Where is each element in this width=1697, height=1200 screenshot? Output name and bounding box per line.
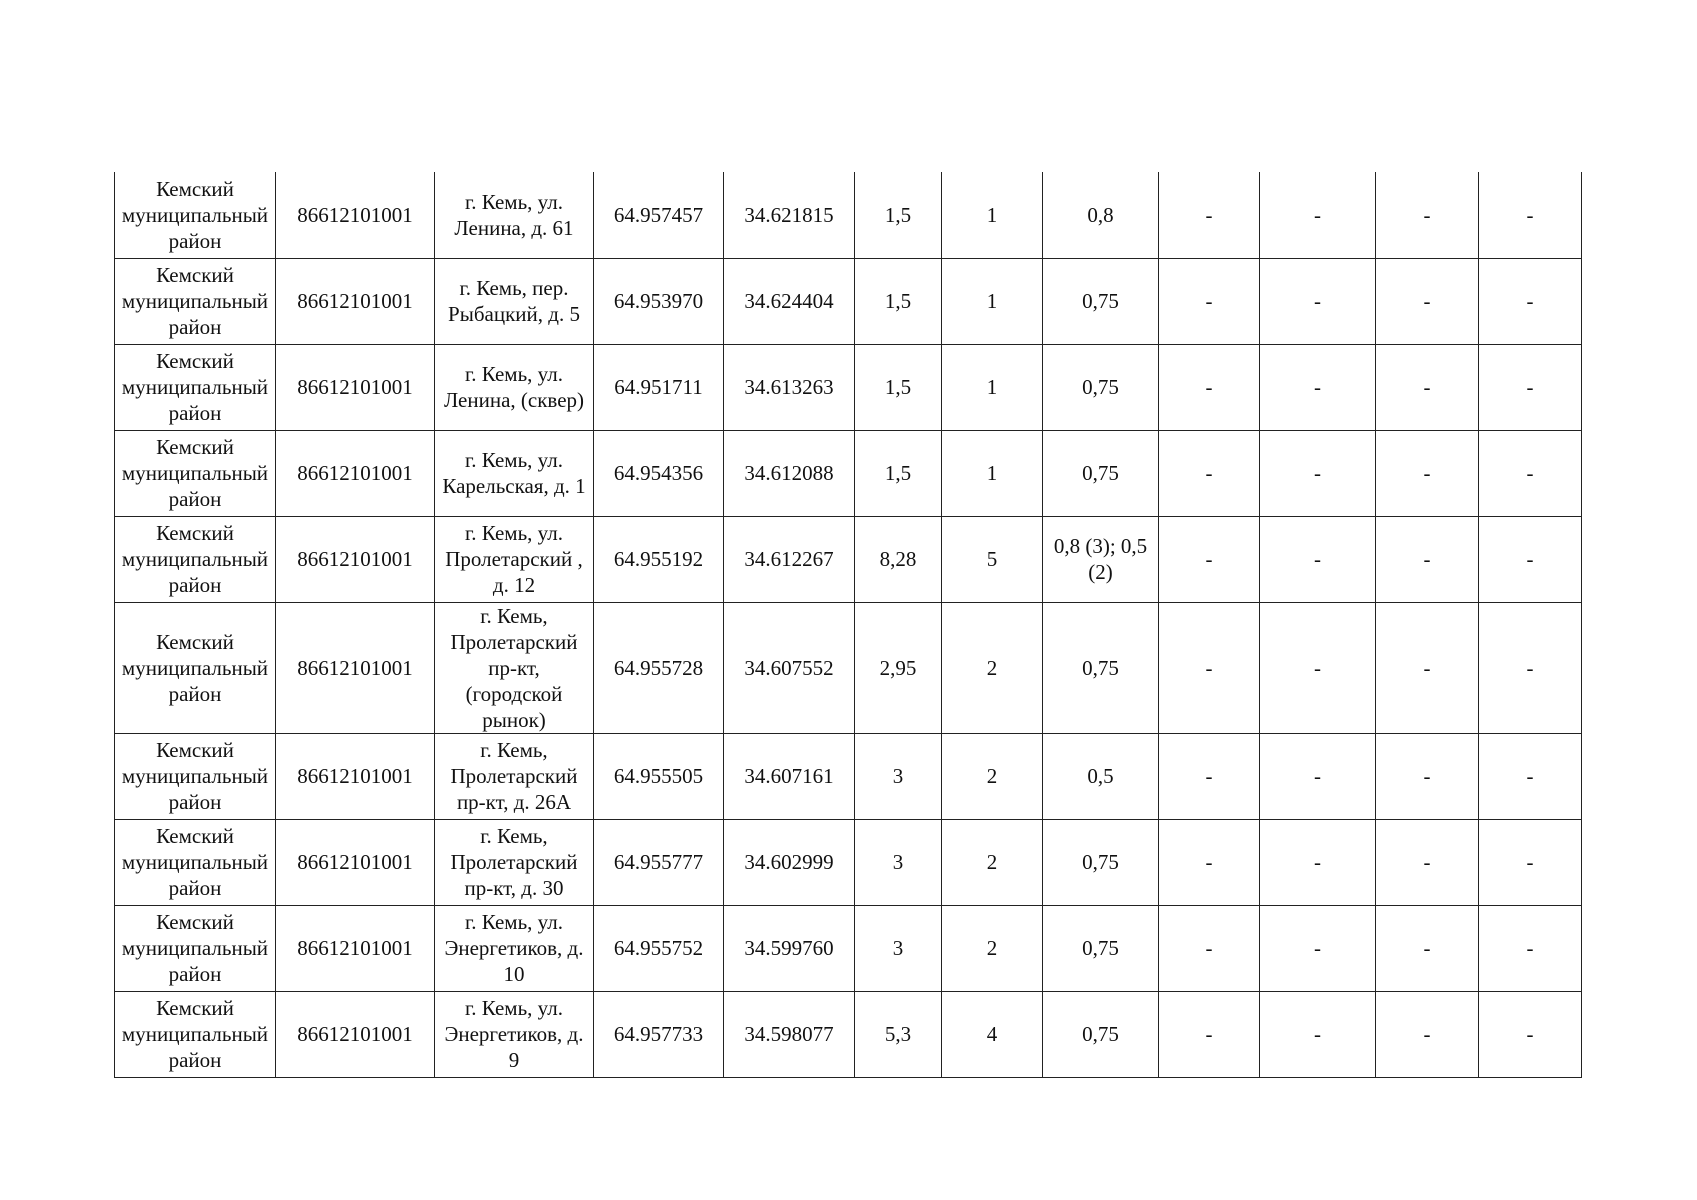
container-count-cell: 2 <box>942 905 1043 991</box>
dash-cell: - <box>1159 258 1260 344</box>
container-volume-cell: 0,75 <box>1043 430 1159 516</box>
container-count-cell: 1 <box>942 172 1043 258</box>
oktmo-cell: 86612101001 <box>276 819 435 905</box>
table-body <box>115 172 1582 1077</box>
area-cell: 1,5 <box>855 258 942 344</box>
dash-cell: - <box>1479 258 1582 344</box>
dash-cell: - <box>1260 602 1376 733</box>
dash-cell: - <box>1159 344 1260 430</box>
longitude-cell: 34.613263 <box>724 344 855 430</box>
dash-cell: - <box>1376 430 1479 516</box>
area-cell: 1,5 <box>855 344 942 430</box>
area-cell: 5,3 <box>855 991 942 1077</box>
area-cell: 8,28 <box>855 516 942 602</box>
district-cell: Кемский муниципальный район <box>115 733 276 819</box>
table-row <box>115 819 1582 905</box>
area-cell: 3 <box>855 733 942 819</box>
address-cell: г. Кемь, ул. Ленина, д. 61 <box>435 172 594 258</box>
area-cell: 3 <box>855 905 942 991</box>
table-row <box>115 733 1582 819</box>
oktmo-cell: 86612101001 <box>276 516 435 602</box>
district-cell: Кемский муниципальный район <box>115 905 276 991</box>
dash-cell: - <box>1376 991 1479 1077</box>
latitude-cell: 64.955752 <box>594 905 724 991</box>
longitude-cell: 34.624404 <box>724 258 855 344</box>
dash-cell: - <box>1376 516 1479 602</box>
dash-cell: - <box>1376 172 1479 258</box>
dash-cell: - <box>1260 991 1376 1077</box>
container-volume-cell: 0,75 <box>1043 258 1159 344</box>
dash-cell: - <box>1260 733 1376 819</box>
dash-cell: - <box>1376 905 1479 991</box>
address-cell: г. Кемь, ул. Карельская, д. 1 <box>435 430 594 516</box>
table-row <box>115 516 1582 602</box>
oktmo-cell: 86612101001 <box>276 733 435 819</box>
address-cell: г. Кемь, ул. Пролетарский , д. 12 <box>435 516 594 602</box>
container-count-cell: 1 <box>942 344 1043 430</box>
district-cell: Кемский муниципальный район <box>115 430 276 516</box>
district-cell: Кемский муниципальный район <box>115 172 276 258</box>
container-count-cell: 1 <box>942 430 1043 516</box>
dash-cell: - <box>1376 258 1479 344</box>
dash-cell: - <box>1376 733 1479 819</box>
district-cell: Кемский муниципальный район <box>115 516 276 602</box>
dash-cell: - <box>1260 258 1376 344</box>
latitude-cell: 64.953970 <box>594 258 724 344</box>
dash-cell: - <box>1159 819 1260 905</box>
latitude-cell: 64.951711 <box>594 344 724 430</box>
dash-cell: - <box>1376 344 1479 430</box>
dash-cell: - <box>1159 905 1260 991</box>
dash-cell: - <box>1479 905 1582 991</box>
container-volume-cell: 0,8 (3); 0,5 (2) <box>1043 516 1159 602</box>
area-cell: 1,5 <box>855 172 942 258</box>
address-cell: г. Кемь, пер. Рыбацкий, д. 5 <box>435 258 594 344</box>
district-cell: Кемский муниципальный район <box>115 602 276 733</box>
dash-cell: - <box>1479 172 1582 258</box>
dash-cell: - <box>1260 430 1376 516</box>
table-row <box>115 991 1582 1077</box>
latitude-cell: 64.957457 <box>594 172 724 258</box>
dash-cell: - <box>1479 819 1582 905</box>
dash-cell: - <box>1376 602 1479 733</box>
address-cell: г. Кемь, Пролетарский пр-кт, д. 30 <box>435 819 594 905</box>
latitude-cell: 64.954356 <box>594 430 724 516</box>
area-cell: 2,95 <box>855 602 942 733</box>
oktmo-cell: 86612101001 <box>276 430 435 516</box>
container-count-cell: 4 <box>942 991 1043 1077</box>
district-cell: Кемский муниципальный район <box>115 258 276 344</box>
longitude-cell: 34.598077 <box>724 991 855 1077</box>
table-row <box>115 430 1582 516</box>
oktmo-cell: 86612101001 <box>276 344 435 430</box>
area-cell: 1,5 <box>855 430 942 516</box>
latitude-cell: 64.957733 <box>594 991 724 1077</box>
dash-cell: - <box>1260 344 1376 430</box>
dash-cell: - <box>1479 516 1582 602</box>
oktmo-cell: 86612101001 <box>276 991 435 1077</box>
container-count-cell: 2 <box>942 602 1043 733</box>
area-cell: 3 <box>855 819 942 905</box>
dash-cell: - <box>1159 430 1260 516</box>
address-cell: г. Кемь, Пролетарский пр-кт, (городской рынок) <box>435 602 594 733</box>
address-cell: г. Кемь, ул. Энергетиков, д. 10 <box>435 905 594 991</box>
container-volume-cell: 0,75 <box>1043 344 1159 430</box>
district-cell: Кемский муниципальный район <box>115 819 276 905</box>
container-count-cell: 2 <box>942 819 1043 905</box>
table-row <box>115 602 1582 733</box>
table-row <box>115 344 1582 430</box>
container-count-cell: 2 <box>942 733 1043 819</box>
oktmo-cell: 86612101001 <box>276 602 435 733</box>
dash-cell: - <box>1159 172 1260 258</box>
dash-cell: - <box>1479 344 1582 430</box>
longitude-cell: 34.602999 <box>724 819 855 905</box>
district-cell: Кемский муниципальный район <box>115 991 276 1077</box>
dash-cell: - <box>1479 602 1582 733</box>
longitude-cell: 34.612267 <box>724 516 855 602</box>
dash-cell: - <box>1260 905 1376 991</box>
dash-cell: - <box>1159 733 1260 819</box>
container-volume-cell: 0,8 <box>1043 172 1159 258</box>
container-volume-cell: 0,75 <box>1043 991 1159 1077</box>
address-cell: г. Кемь, ул. Ленина, (сквер) <box>435 344 594 430</box>
latitude-cell: 64.955192 <box>594 516 724 602</box>
longitude-cell: 34.621815 <box>724 172 855 258</box>
container-volume-cell: 0,75 <box>1043 819 1159 905</box>
district-cell: Кемский муниципальный район <box>115 344 276 430</box>
dash-cell: - <box>1260 516 1376 602</box>
dash-cell: - <box>1159 516 1260 602</box>
latitude-cell: 64.955728 <box>594 602 724 733</box>
dash-cell: - <box>1260 172 1376 258</box>
address-cell: г. Кемь, Пролетарский пр-кт, д. 26А <box>435 733 594 819</box>
longitude-cell: 34.607161 <box>724 733 855 819</box>
container-volume-cell: 0,75 <box>1043 905 1159 991</box>
longitude-cell: 34.607552 <box>724 602 855 733</box>
table-row <box>115 258 1582 344</box>
oktmo-cell: 86612101001 <box>276 905 435 991</box>
oktmo-cell: 86612101001 <box>276 172 435 258</box>
container-count-cell: 5 <box>942 516 1043 602</box>
table-row <box>115 172 1582 258</box>
dash-cell: - <box>1479 733 1582 819</box>
longitude-cell: 34.612088 <box>724 430 855 516</box>
address-cell: г. Кемь, ул. Энергетиков, д. 9 <box>435 991 594 1077</box>
dash-cell: - <box>1479 991 1582 1077</box>
dash-cell: - <box>1376 819 1479 905</box>
dash-cell: - <box>1159 991 1260 1077</box>
container-sites-table <box>114 172 1582 1078</box>
container-volume-cell: 0,75 <box>1043 602 1159 733</box>
dash-cell: - <box>1260 819 1376 905</box>
latitude-cell: 64.955777 <box>594 819 724 905</box>
container-count-cell: 1 <box>942 258 1043 344</box>
latitude-cell: 64.955505 <box>594 733 724 819</box>
longitude-cell: 34.599760 <box>724 905 855 991</box>
oktmo-cell: 86612101001 <box>276 258 435 344</box>
dash-cell: - <box>1479 430 1582 516</box>
table-row <box>115 905 1582 991</box>
container-volume-cell: 0,5 <box>1043 733 1159 819</box>
dash-cell: - <box>1159 602 1260 733</box>
